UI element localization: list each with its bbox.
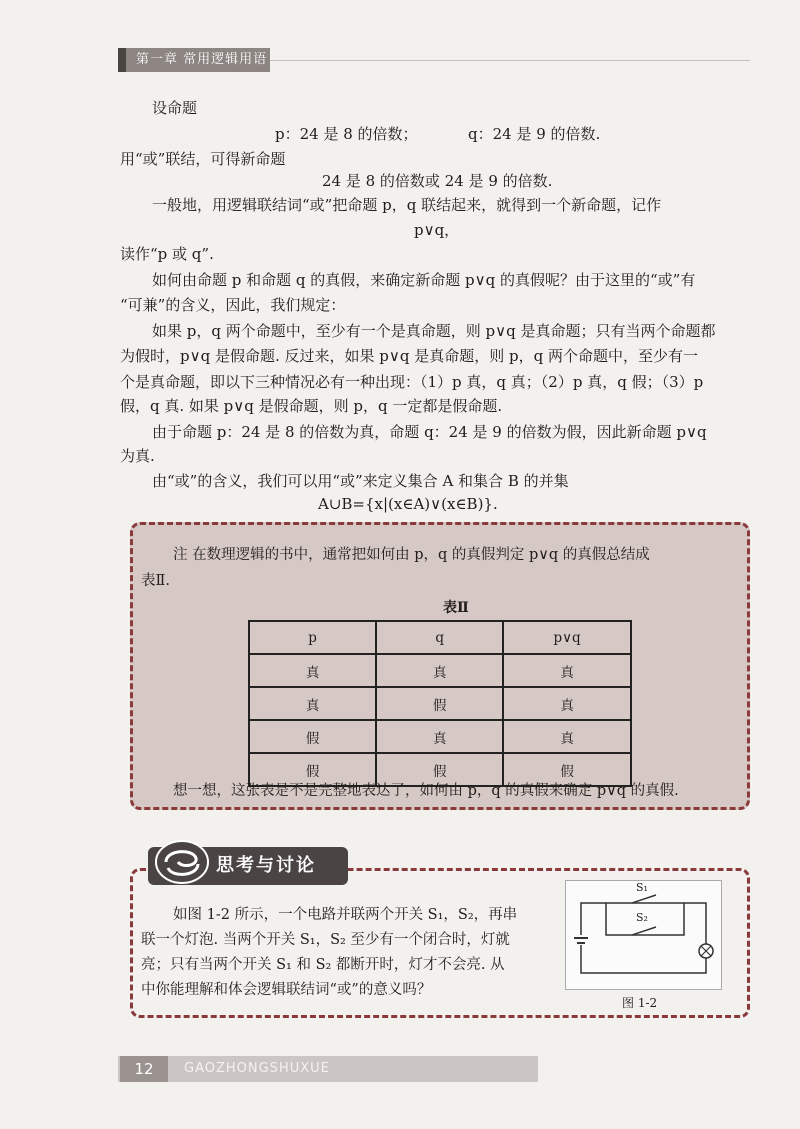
table-header-cell: p xyxy=(249,621,376,654)
table-cell: 假 xyxy=(249,720,376,753)
text-line: 读作“p 或 q”. xyxy=(120,245,214,263)
table-header-cell: q xyxy=(376,621,503,654)
think-line: 联一个灯泡. 当两个开关 S₁，S₂ 至少有一个闭合时，灯就 xyxy=(141,932,510,948)
table-row xyxy=(249,687,631,720)
table-header-row xyxy=(249,621,631,654)
text-line: 用“或”联结，可得新命题 xyxy=(120,150,286,168)
set-definition: A∪B={x|(x∈A)∨(x∈B)}. xyxy=(318,495,498,513)
page-number: 12 xyxy=(120,1056,168,1082)
think-badge: 思考与讨论 xyxy=(148,847,348,885)
table-cell: 假 xyxy=(249,753,376,786)
text-line: 为真. xyxy=(120,447,155,465)
table-row xyxy=(249,720,631,753)
text-line: 假，q 真. 如果 p∨q 是假命题，则 p，q 一定都是假命题. xyxy=(120,397,503,415)
text-line: p∨q， xyxy=(414,221,460,239)
circuit-figure xyxy=(565,880,722,990)
text-line: 设命题 xyxy=(152,99,198,117)
table-header-cell: p∨q xyxy=(503,621,631,654)
swirl-icon xyxy=(152,836,212,888)
table-title: 表Ⅱ xyxy=(443,600,469,616)
table-cell: 真 xyxy=(376,720,503,753)
switch-s1-label: S₁ xyxy=(636,881,648,894)
table-cell: 真 xyxy=(249,654,376,687)
table-cell: 真 xyxy=(503,654,631,687)
footer-text: GAOZHONGSHUXUE xyxy=(184,1061,330,1076)
chapter-header: 第一章 常用逻辑用语 xyxy=(118,48,270,72)
think-line: 亮；只有当两个开关 S₁ 和 S₂ 都断开时，灯才不会亮. 从 xyxy=(141,957,505,973)
table-row xyxy=(249,654,631,687)
text-line: 由“或”的含义，我们可以用“或”来定义集合 A 和集合 B 的并集 xyxy=(152,472,569,490)
text-line: 由于命题 p：24 是 8 的倍数为真，命题 q：24 是 9 的倍数为假，因此新命题 p∨q xyxy=(152,423,707,441)
text-line: 为假时，p∨q 是假命题. 反过来，如果 p∨q 是真命题，则 p，q 两个命题中，至少有一 xyxy=(120,347,698,365)
text-line: q：24 是 9 的倍数. xyxy=(468,125,601,143)
text-line: 如果 p，q 两个命题中，至少有一个是真命题，则 p∨q 是真命题；只有当两个命题都 xyxy=(152,322,716,340)
header-rule xyxy=(270,60,750,61)
table-cell: 假 xyxy=(503,753,631,786)
table-cell: 真 xyxy=(376,654,503,687)
table-cell: 假 xyxy=(376,753,503,786)
text-line: p：24 是 8 的倍数； xyxy=(275,125,418,143)
note-line: 表Ⅱ. xyxy=(141,573,170,589)
figure-caption: 图 1-2 xyxy=(622,996,658,1010)
table-cell: 真 xyxy=(249,687,376,720)
think-line: 如图 1-2 所示，一个电路并联两个开关 S₁，S₂，再串 xyxy=(173,907,518,923)
think-line: 中你能理解和体会逻辑联结词“或”的意义吗？ xyxy=(141,982,432,998)
truth-table xyxy=(248,620,632,787)
note-box xyxy=(130,522,750,810)
text-line: 如何由命题 p 和命题 q 的真假，来确定新命题 p∨q 的真假呢？由于这里的“或”有 xyxy=(152,271,696,289)
text-line: 24 是 8 的倍数或 24 是 9 的倍数. xyxy=(322,172,553,190)
note-footer: 想一想，这张表是不是完整地表达了，如何由 p，q 的真假来确定 p∨q 的真假. xyxy=(173,783,679,799)
text-line: 一般地，用逻辑联结词“或”把命题 p，q 联结起来，就得到一个新命题，记作 xyxy=(152,196,662,214)
table-cell: 假 xyxy=(376,687,503,720)
text-line: 个是真命题，即以下三种情况必有一种出现：（1）p 真，q 真；（2）p 真，q 假；（3）p xyxy=(120,373,704,391)
switch-s2-label: S₂ xyxy=(636,911,648,924)
note-line: 注 在数理逻辑的书中，通常把如何由 p，q 的真假判定 p∨q 的真假总结成 xyxy=(173,547,650,563)
table-cell: 真 xyxy=(503,687,631,720)
table-cell: 真 xyxy=(503,720,631,753)
text-line: “可兼”的含义，因此，我们规定： xyxy=(120,296,346,314)
